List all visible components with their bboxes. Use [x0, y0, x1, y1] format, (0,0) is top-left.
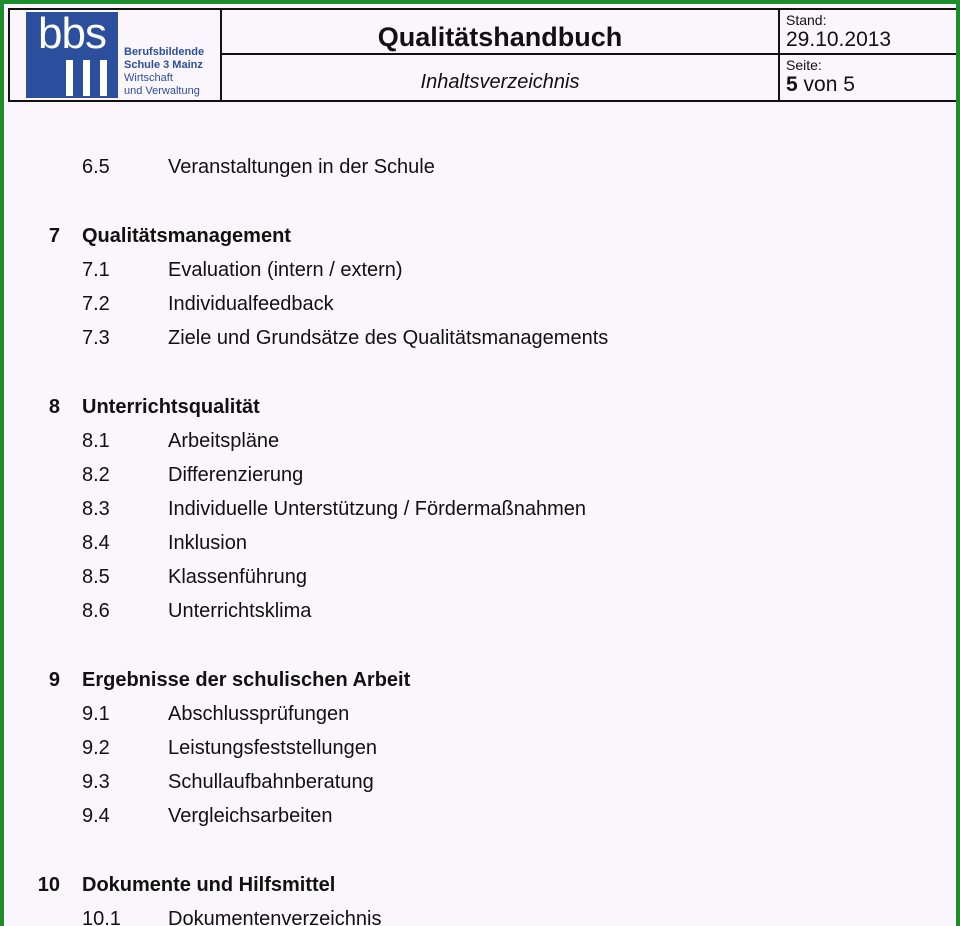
chapter-number: 9: [48, 669, 60, 691]
section-title: Evaluation (intern / extern): [168, 259, 403, 281]
section-title: Dokumentenverzeichnis: [168, 908, 382, 926]
section-title: Vergleichsarbeiten: [168, 805, 333, 827]
section-title: Leistungsfeststellungen: [168, 737, 378, 759]
school-name: [124, 46, 204, 98]
section-number: 9.2: [82, 737, 110, 759]
section-title: Schullaufbahnberatung: [168, 771, 374, 793]
section-number: 8.6: [82, 600, 110, 622]
chapter-number: 8: [48, 396, 60, 418]
current-page: 5: [786, 73, 798, 96]
chapter-number: 7: [48, 225, 60, 247]
section-number: 8.1: [82, 430, 110, 452]
section-number: 10.1: [82, 908, 121, 926]
document-subtitle: Inhaltsverzeichnis: [222, 55, 780, 100]
section-title: Klassenführung: [168, 566, 307, 588]
chapter-title: Qualitätsmanagement: [82, 225, 291, 247]
section-number: 8.4: [82, 532, 110, 554]
section-number: 8.3: [82, 498, 110, 520]
logo-cell: [10, 10, 222, 100]
section-number: 9.4: [82, 805, 110, 827]
section-number: 8.5: [82, 566, 110, 588]
section-title: Abschlussprüfungen: [168, 703, 350, 725]
section-title: Differenzierung: [168, 464, 304, 486]
section-title: Individuelle Unterstützung / Fördermaßnahmen: [168, 498, 586, 520]
stand-cell: [780, 10, 958, 55]
section-number: 7.1: [82, 259, 110, 281]
logo-bars: [66, 60, 114, 96]
section-number: 6.5: [82, 156, 110, 178]
school-name-line4: und Verwaltung: [124, 85, 200, 97]
chapter-title: Dokumente und Hilfsmittel: [82, 874, 336, 896]
section-number: 9.3: [82, 771, 110, 793]
document-title: Qualitätshandbuch: [222, 10, 780, 55]
section-number: 8.2: [82, 464, 110, 486]
logo-bar: [100, 60, 107, 96]
section-title: Inklusion: [168, 532, 247, 554]
chapter-title: Ergebnisse der schulischen Arbeit: [82, 669, 411, 691]
section-title: Unterrichtsklima: [168, 600, 312, 622]
section-number: 9.1: [82, 703, 110, 725]
school-name-line1: Berufsbildende: [124, 46, 205, 58]
school-logo: [26, 9, 118, 98]
seite-cell: [780, 55, 958, 100]
chapter-number: 10: [37, 874, 60, 896]
stand-label: Stand:: [786, 12, 827, 28]
seite-label: Seite:: [786, 57, 822, 73]
page-indicator: [786, 73, 958, 97]
logo-mark: bbs: [38, 9, 106, 58]
document-header: [8, 8, 960, 102]
section-number: 7.3: [82, 327, 110, 349]
section-number: 7.2: [82, 293, 110, 315]
school-name-line2: Schule 3 Mainz: [124, 59, 203, 71]
section-title: Arbeitspläne: [168, 430, 280, 452]
stand-date: 29.10.2013: [786, 28, 892, 51]
section-title: Ziele und Grundsätze des Qualitätsmanagements: [168, 327, 609, 349]
logo-bar: [83, 60, 90, 96]
school-name-line3: Wirtschaft: [124, 72, 173, 84]
section-title: Individualfeedback: [168, 293, 334, 315]
total-pages: von 5: [803, 73, 855, 96]
chapter-title: Unterrichtsqualität: [82, 396, 260, 418]
section-title: Veranstaltungen in der Schule: [168, 156, 435, 178]
logo-bar: [66, 60, 73, 96]
